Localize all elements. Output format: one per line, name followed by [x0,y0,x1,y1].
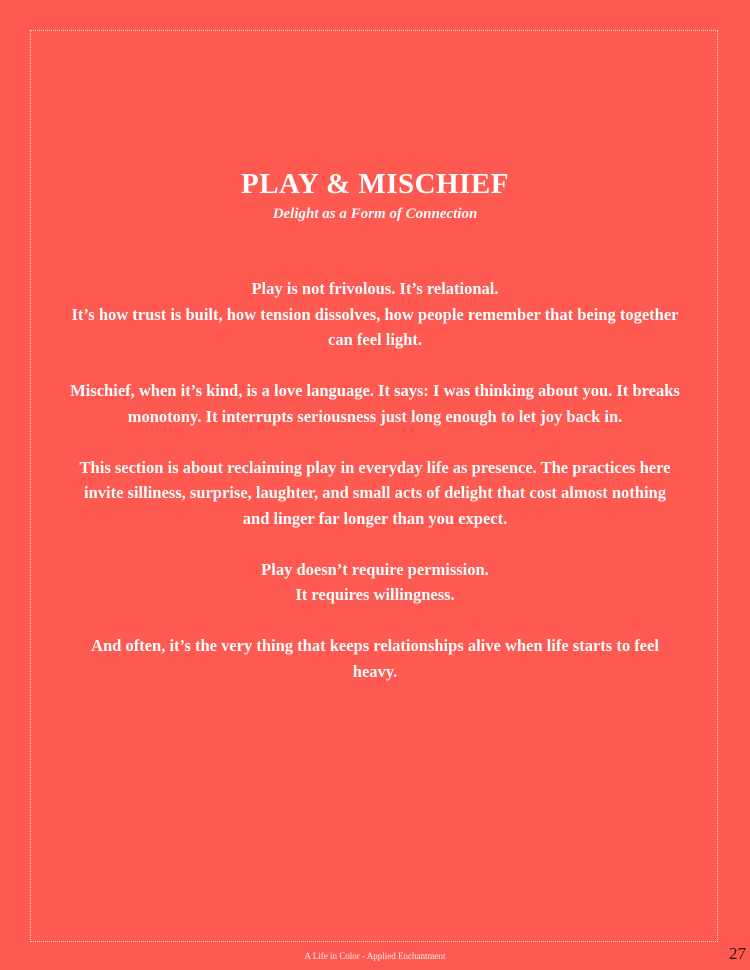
body-text [70,276,680,710]
paragraph-line: It’s how trust is built, how tension dissolves, how people remember that being together can feel light. [71,304,679,349]
paragraph-play-relational [70,276,680,353]
paragraph-relationships-alive [70,633,680,684]
paragraph-line: Mischief, when it’s kind, is a love language. It says: I was thinking about you. It breaks monotony. It interrupts seriousness just long enough to let joy back in. [70,381,680,426]
paragraph-line: Play doesn’t require permission. [261,559,489,579]
paragraph-line: Play is not frivolous. It’s relational. [251,279,499,298]
page-subtitle: Delight as a Form of Connection [272,206,478,222]
page-title: PLAY & MISCHIEF [241,168,509,200]
paragraph-line: It requires willingness. [295,585,455,604]
paragraph-mischief [70,378,680,429]
paragraph-line: And often, it’s the very thing that keeps relationships alive when life starts to feel heavy. [91,636,659,681]
paragraph-section-about [70,455,680,532]
page-number: 27 [729,944,746,963]
footer-book-title: A Life in Color - Applied Enchantment [304,951,446,961]
paragraph-permission [70,557,680,608]
paragraph-line: This section is about reclaiming play in everyday life as presence. The practices here invite silliness, surprise, laughter, and small acts of delight that cost almost nothing and linger far longer than you expect. [79,457,671,528]
